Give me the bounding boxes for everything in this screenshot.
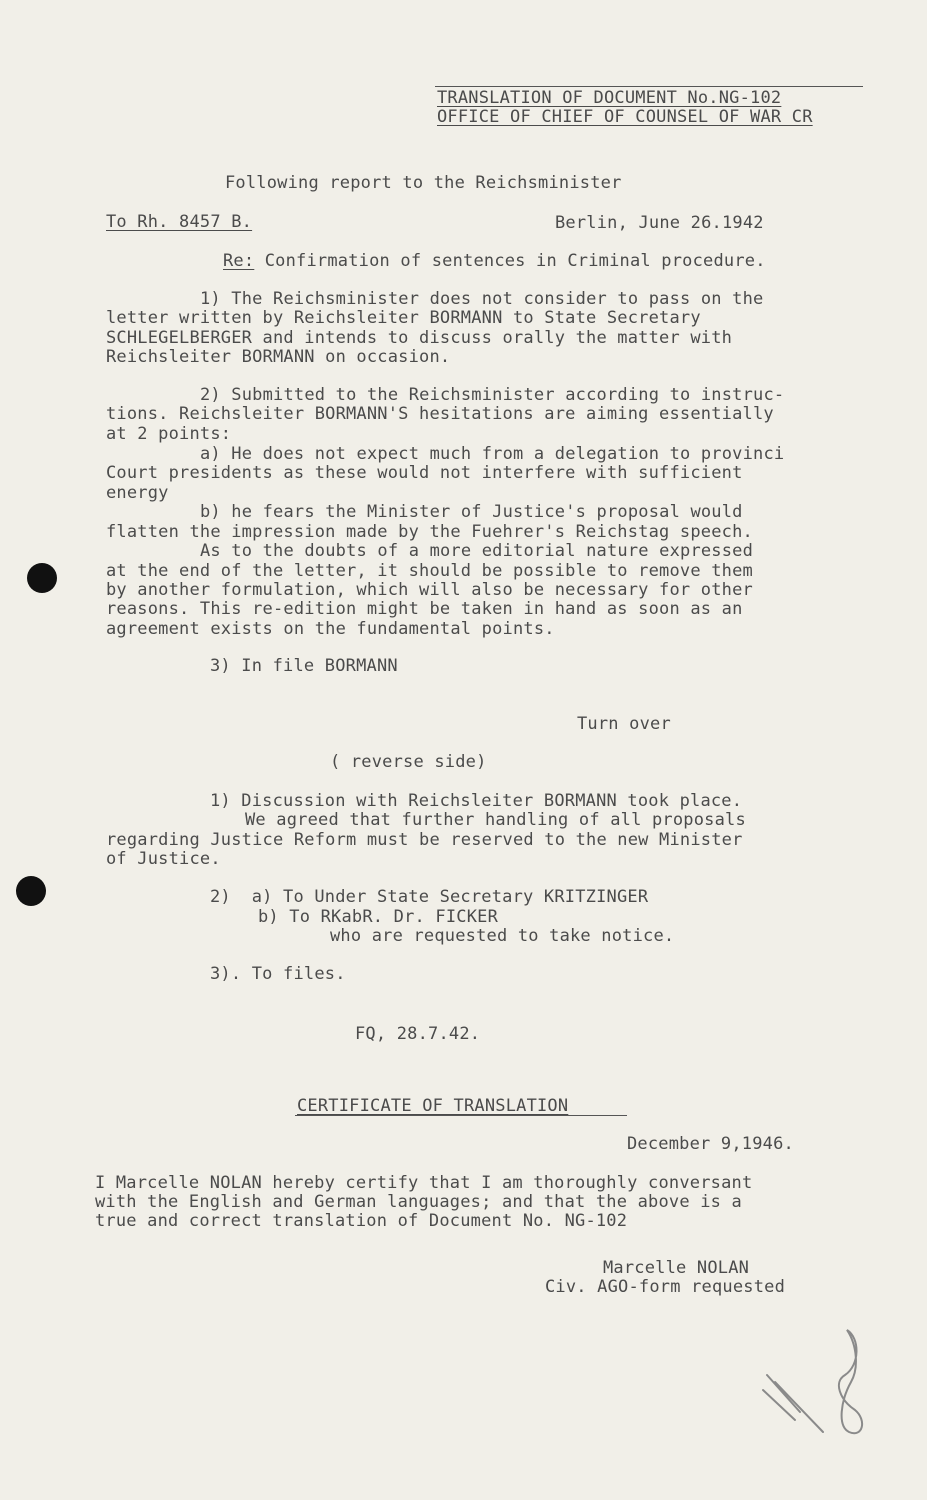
reverse-para3-line: 3). To files. [210,964,346,984]
certificate-date: December 9,1946. [627,1134,794,1154]
reverse-para2-line: b) To RKabR. Dr. FICKER [258,907,499,927]
para2-line: agreement exists on the fundamental points. [106,619,555,639]
subject-line [223,251,766,271]
para2-line: b) he fears the Minister of Justice's proposal would [200,502,743,522]
para2-line: Court presidents as these would not interfere with sufficient [106,463,743,483]
reverse-para1-line: of Justice. [106,849,221,869]
reverse-para1-line: We agreed that further handling of all proposals [245,810,746,830]
handwritten-page-number [755,1320,875,1450]
office-title: OFFICE OF CHIEF OF COUNSEL OF WAR CR [437,107,813,127]
turn-over-note: Turn over [577,714,671,734]
reverse-para1-line: 1) Discussion with Reichsleiter BORMANN took place. [210,791,743,811]
certificate-body-line: I Marcelle NOLAN hereby certify that I am thoroughly conversant [95,1173,753,1193]
reverse-side-heading: ( reverse side) [330,752,487,772]
signature-title: Civ. AGO-form requested [545,1277,786,1297]
para2-line: at the end of the letter, it should be possible to remove them [106,561,753,581]
re-label: Re: [223,251,255,271]
para1-line: 1) The Reichsminister does not consider to pass on the [200,289,764,309]
re-text: Confirmation of sentences in Criminal procedure. [264,251,766,271]
punch-hole [27,563,57,593]
certificate-body-line: with the English and German languages; and that the above is a [95,1192,742,1212]
para1-line: letter written by Reichsleiter BORMANN to State Secretary [106,308,701,328]
intro-line: Following report to the Reichsminister [225,173,622,193]
reference-number: To Rh. 8457 B. [106,212,253,232]
para1-line: Reichsleiter BORMANN on occasion. [106,347,451,367]
signature-name: Marcelle NOLAN [603,1258,750,1278]
certificate-rule [295,1115,627,1116]
certificate-body-line: true and correct translation of Document No. NG-102 [95,1211,628,1231]
para2-line: 2) Submitted to the Reichsminister according to instruc- [200,385,785,405]
para2-line: by another formulation, which will also be necessary for other [106,580,753,600]
para2-line: a) He does not expect much from a delegation to provinci [200,444,785,464]
para2-line: energy [106,483,169,503]
para2-line: tions. Reichsleiter BORMANN'S hesitations are aiming essentially [106,404,774,424]
para3-line: 3) In file BORMANN [210,656,398,676]
certificate-title: CERTIFICATE OF TRANSLATION [297,1096,569,1116]
initials-date: FQ, 28.7.42. [355,1024,481,1044]
place-date: Berlin, June 26.1942 [555,213,764,233]
para2-line: flatten the impression made by the Fuehrer's Reichstag speech. [106,522,753,542]
reverse-para1-line: regarding Justice Reform must be reserved to the new Minister [106,830,743,850]
punch-hole [16,876,46,906]
para2-line: As to the doubts of a more editorial nature expressed [200,541,754,561]
reverse-para2-line: who are requested to take notice. [330,926,675,946]
header-top-rule [435,86,863,87]
reverse-para2-line: 2) a) To Under State Secretary KRITZINGER [210,887,649,907]
para2-line: at 2 points: [106,424,232,444]
document-title: TRANSLATION OF DOCUMENT No.NG-102 [437,88,782,108]
para2-line: reasons. This re-edition might be taken in hand as soon as an [106,599,743,619]
para1-line: SCHLEGELBERGER and intends to discuss orally the matter with [106,328,733,348]
